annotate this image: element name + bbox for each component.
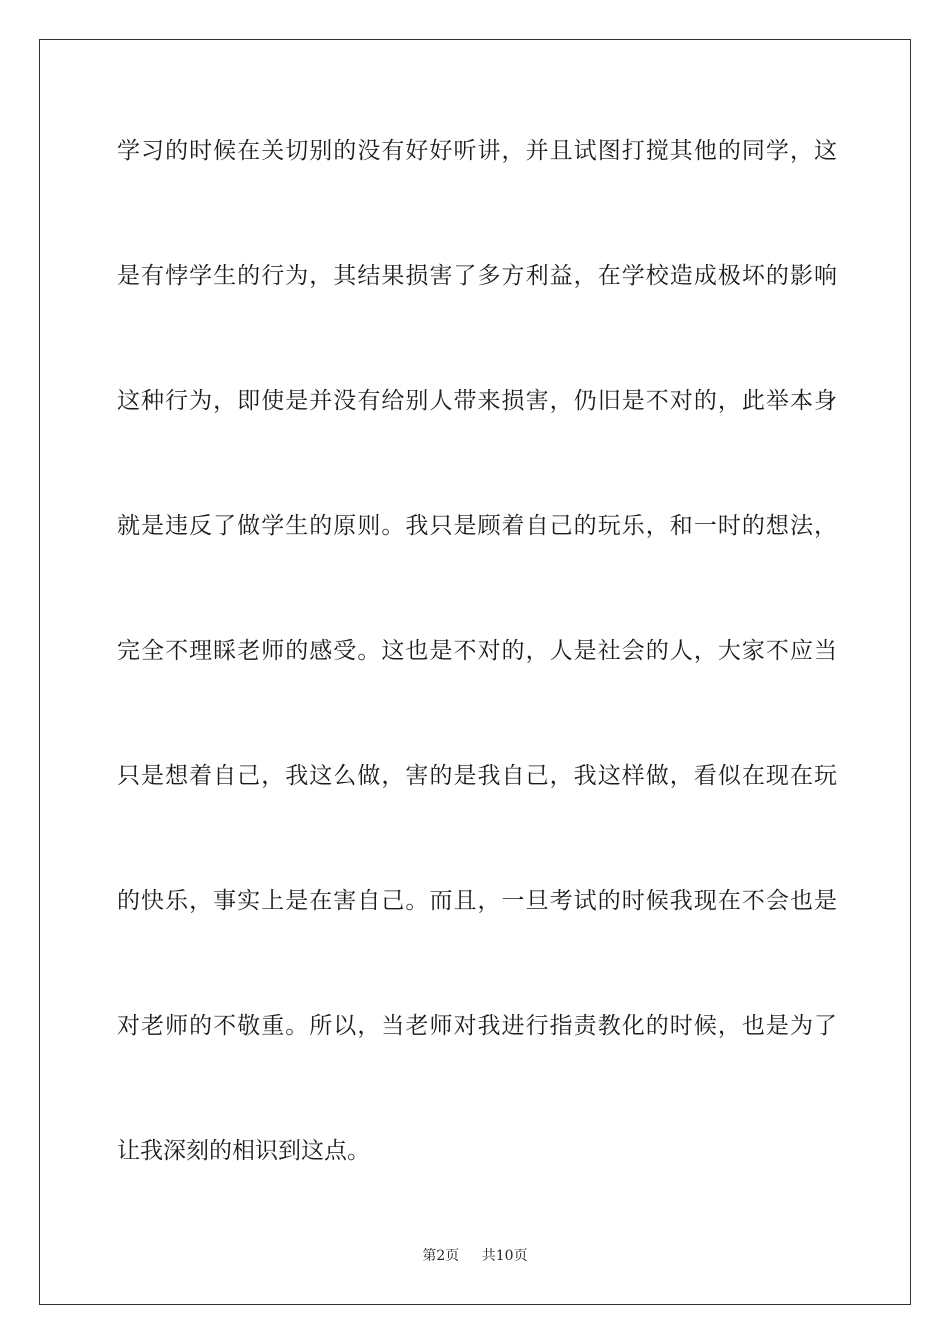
text-line: 的快乐，事实上是在害自己。而且，一旦考试的时候我现在不会也是 [117, 888, 837, 914]
text-line: 就是违反了做学生的原则。我只是顾着自己的玩乐，和一时的想法， [117, 513, 837, 539]
text-line: 对老师的不敬重。所以，当老师对我进行指责教化的时候，也是为了 [117, 1013, 837, 1039]
document-body [117, 128, 837, 1253]
page-number: 第2页 [422, 1248, 460, 1264]
text-line: 是有悖学生的行为，其结果损害了多方利益，在学校造成极坏的影响 [117, 263, 837, 289]
page-total: 共10页 [481, 1248, 528, 1264]
text-line: 这种行为，即使是并没有给别人带来损害，仍旧是不对的，此举本身 [117, 388, 837, 414]
text-line: 只是想着自己，我这么做，害的是我自己，我这样做，看似在现在玩 [117, 763, 837, 789]
text-line: 学习的时候在关切别的没有好好听讲，并且试图打搅其他的同学，这 [117, 138, 837, 164]
text-line: 让我深刻的相识到这点。 [117, 1138, 370, 1164]
page-footer [0, 1245, 950, 1265]
text-line: 完全不理睬老师的感受。这也是不对的，人是社会的人，大家不应当 [117, 638, 837, 664]
